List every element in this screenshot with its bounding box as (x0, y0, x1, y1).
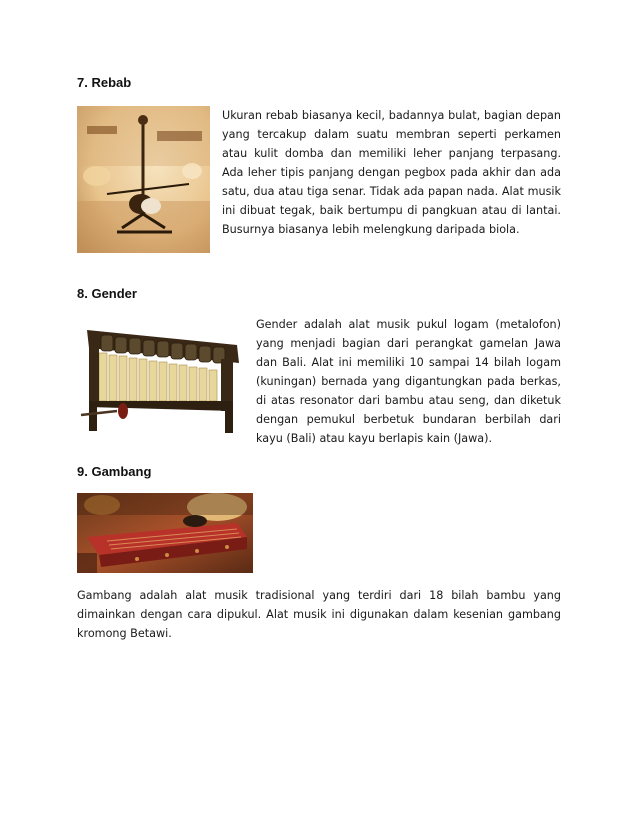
section-heading-rebab: 7. Rebab (77, 75, 132, 90)
gambang-description: Gambang adalah alat musik tradisional yang terdiri dari 18 bilah bambu yang dimainkan dengan cara dipukul. Alat musik ini digunakan dalam kesenian gambang kromong Betawi. (77, 589, 561, 640)
gambang-image (77, 493, 253, 573)
section-heading-gambang: 9. Gambang (77, 464, 152, 479)
gender-image (77, 315, 245, 437)
rebab-description: Ukuran rebab biasanya kecil, badannya bulat, bagian depan yang tercakup dalam suatu membran seperti perkamen atau kulit domba dan memiliki leher panjang terpasang. Ada leher tipis panjang dengan pegbox pada akhir dan ada satu, dua atau tiga senar. Tidak ada papan nada. Alat musik ini dibuat tegak, baik bertumpu di pangkuan atau di lantai. Busurnya biasanya lebih melengkung daripada biola. (222, 109, 561, 236)
section-heading-gender: 8. Gender (77, 286, 137, 301)
rebab-image (77, 106, 210, 253)
gender-description: Gender adalah alat musik pukul logam (metalofon) yang menjadi bagian dari perangkat gamelan Jawa dan Bali. Alat ini memiliki 10 sampai 14 bilah logam (kuningan) bernada yang digantungkan pada berkas, di atas resonator dari bambu atau seng, dan diketuk dengan pemukul berbetuk bundaran berbilah dari kayu (Bali) atau kayu berlapis kain (Jawa). (256, 318, 561, 445)
